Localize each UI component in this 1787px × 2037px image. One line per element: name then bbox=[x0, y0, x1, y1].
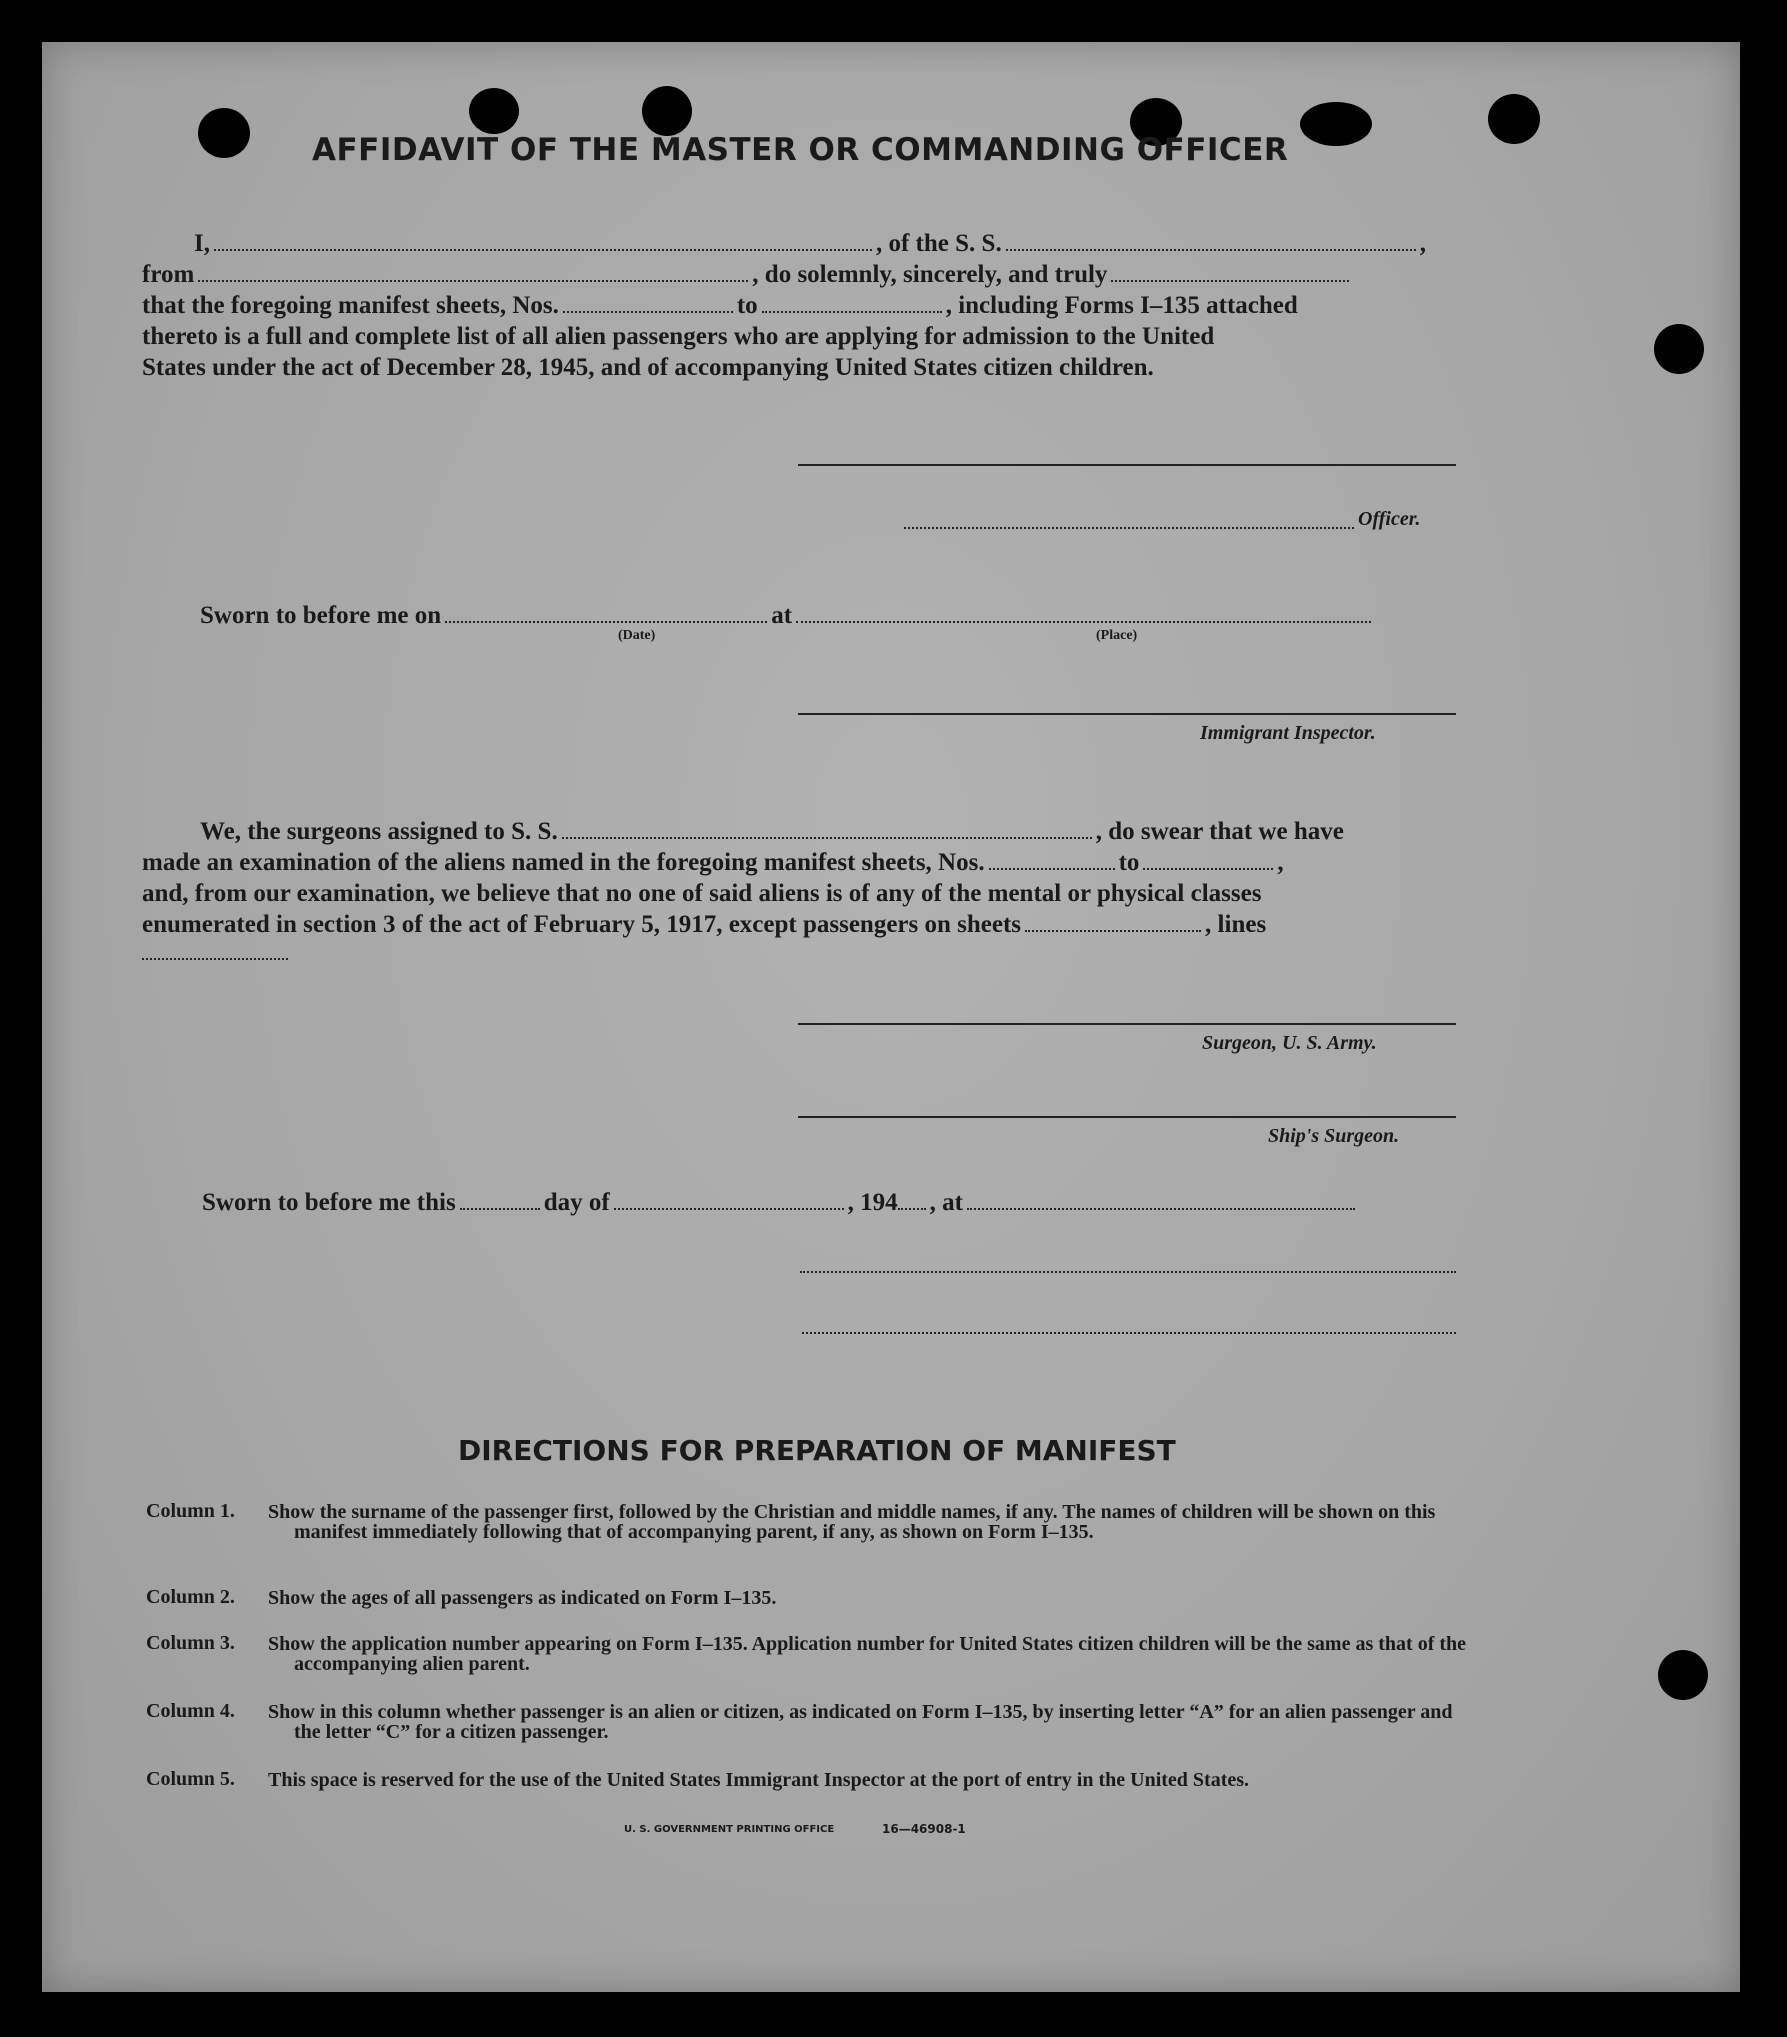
surgeons-line-4 bbox=[142, 911, 1266, 939]
punch-hole bbox=[469, 88, 519, 134]
name-field[interactable] bbox=[214, 248, 872, 251]
text-of-ss: , of the S. S. bbox=[875, 230, 1002, 257]
column-5-label: Column 5. bbox=[146, 1768, 235, 1790]
column-1-label: Column 1. bbox=[146, 1500, 235, 1522]
date-field[interactable] bbox=[445, 620, 767, 623]
punch-hole bbox=[642, 86, 692, 136]
column-1-text: Show the surname of the passenger first, followed by the Christian and middle names, if any. The names of children will be shown on this manifest immediately following that of accompanying parent, if any, as shown on Form I–135. bbox=[268, 1501, 1436, 1543]
comma: , bbox=[1419, 230, 1426, 257]
officer-signature-line[interactable] bbox=[798, 464, 1456, 466]
text-surgeons-assigned: We, the surgeons assigned to S. S. bbox=[200, 818, 558, 845]
page-title: AFFIDAVIT OF THE MASTER OR COMMANDING OFFICER bbox=[312, 132, 1289, 168]
column-3-label: Column 3. bbox=[146, 1632, 235, 1654]
ship-surgeon-label: Ship's Surgeon. bbox=[1268, 1125, 1400, 1147]
surgeons-line-3: and, from our examination, we believe that no one of said aliens is of any of the mental or physical classes bbox=[142, 880, 1262, 907]
surgeon-sheet-from-field[interactable] bbox=[989, 867, 1115, 870]
month-field[interactable] bbox=[614, 1207, 844, 1210]
text-from: from bbox=[142, 261, 195, 288]
affidavit-line-4: thereto is a full and complete list of all alien passengers who are applying for admission to the United bbox=[142, 323, 1215, 350]
text-enumerated: enumerated in section 3 of the act of February 5, 1917, except passengers on sheets bbox=[142, 911, 1022, 938]
form-code: 16—46908-1 bbox=[882, 1822, 966, 1836]
column-2-label: Column 2. bbox=[146, 1586, 235, 1608]
punch-hole bbox=[1488, 94, 1540, 144]
text-lines: , lines bbox=[1205, 911, 1267, 938]
text-do-swear: , do swear that we have bbox=[1095, 818, 1344, 845]
officer-title-line[interactable] bbox=[904, 527, 1354, 529]
affidavit-line-2 bbox=[142, 261, 1353, 289]
surgeon-ship-field[interactable] bbox=[562, 836, 1092, 839]
text-solemnly: , do solemnly, sincerely, and truly bbox=[752, 261, 1108, 288]
sworn-place-field[interactable] bbox=[967, 1207, 1355, 1210]
swear-field[interactable] bbox=[1111, 279, 1349, 282]
surgeon-sheet-to-field[interactable] bbox=[1143, 867, 1273, 870]
sheet-from-field[interactable] bbox=[563, 310, 733, 313]
affidavit-line-5: States under the act of December 28, 1945, and of accompanying United States citizen children. bbox=[142, 354, 1154, 381]
ship-surgeon-signature-line[interactable] bbox=[798, 1116, 1456, 1118]
directions-title: DIRECTIONS FOR PREPARATION OF MANIFEST bbox=[458, 1434, 1176, 1467]
affidavit-line-3 bbox=[142, 292, 1298, 320]
sworn-signature-line-1[interactable] bbox=[800, 1271, 1456, 1273]
day-field[interactable] bbox=[460, 1207, 540, 1210]
except-sheets-field[interactable] bbox=[1025, 929, 1201, 932]
text-to-2: to bbox=[1118, 849, 1140, 876]
year-field[interactable] bbox=[898, 1207, 926, 1210]
place-field[interactable] bbox=[796, 620, 1371, 623]
text-at-2: , at bbox=[929, 1189, 963, 1216]
text-examination: made an examination of the aliens named in the foregoing manifest sheets, Nos. bbox=[142, 849, 985, 876]
place-caption: (Place) bbox=[1096, 628, 1138, 643]
lines-field[interactable] bbox=[142, 958, 288, 960]
text-day-of: day of bbox=[543, 1189, 610, 1216]
sworn-on-line bbox=[200, 602, 1375, 630]
comma-2: , bbox=[1277, 849, 1284, 876]
document-page bbox=[42, 42, 1740, 1992]
punch-hole bbox=[1300, 102, 1372, 146]
text-manifest-sheets: that the foregoing manifest sheets, Nos. bbox=[142, 292, 559, 319]
army-surgeon-label: Surgeon, U. S. Army. bbox=[1202, 1032, 1377, 1054]
surgeons-line-2 bbox=[142, 849, 1284, 877]
column-2-text: Show the ages of all passengers as indicated on Form I–135. bbox=[268, 1587, 777, 1609]
army-surgeon-signature-line[interactable] bbox=[798, 1023, 1456, 1025]
punch-hole bbox=[1658, 1650, 1708, 1700]
column-3-text: Show the application number appearing on Form I–135. Application number for United States citizen children will be the same as that of the accompanying alien parent. bbox=[268, 1633, 1467, 1675]
inspector-label: Immigrant Inspector. bbox=[1200, 722, 1376, 744]
text-sworn-on: Sworn to before me on bbox=[200, 602, 442, 629]
punch-hole bbox=[198, 108, 250, 158]
column-4-text: Show in this column whether passenger is an alien or citizen, as indicated on Form I–135, by inserting letter “A” for an alien passenger and the letter “C” for a citizen passenger. bbox=[268, 1701, 1453, 1743]
sworn-this-line bbox=[202, 1189, 1359, 1217]
text-including: , including Forms I–135 attached bbox=[945, 292, 1298, 319]
inspector-signature-line[interactable] bbox=[798, 713, 1456, 715]
sheet-to-field[interactable] bbox=[762, 310, 942, 313]
column-4-label: Column 4. bbox=[146, 1700, 235, 1722]
text-i: I, bbox=[194, 230, 210, 257]
column-5-text: This space is reserved for the use of the United States Immigrant Inspector at the port of entry in the United States. bbox=[268, 1769, 1250, 1791]
surgeons-line-1 bbox=[200, 818, 1344, 846]
text-sworn-this: Sworn to before me this bbox=[202, 1189, 456, 1216]
punch-hole bbox=[1654, 324, 1704, 374]
affidavit-line-1 bbox=[194, 230, 1426, 258]
from-field[interactable] bbox=[198, 279, 748, 282]
printer-imprint: U. S. GOVERNMENT PRINTING OFFICE bbox=[624, 1824, 835, 1835]
text-at: at bbox=[771, 602, 793, 629]
officer-label: Officer. bbox=[1358, 508, 1421, 530]
date-caption: (Date) bbox=[618, 628, 656, 643]
sworn-signature-line-2[interactable] bbox=[802, 1332, 1456, 1334]
text-year: , 194 bbox=[847, 1189, 898, 1216]
text-to: to bbox=[736, 292, 758, 319]
ship-field[interactable] bbox=[1006, 248, 1416, 251]
